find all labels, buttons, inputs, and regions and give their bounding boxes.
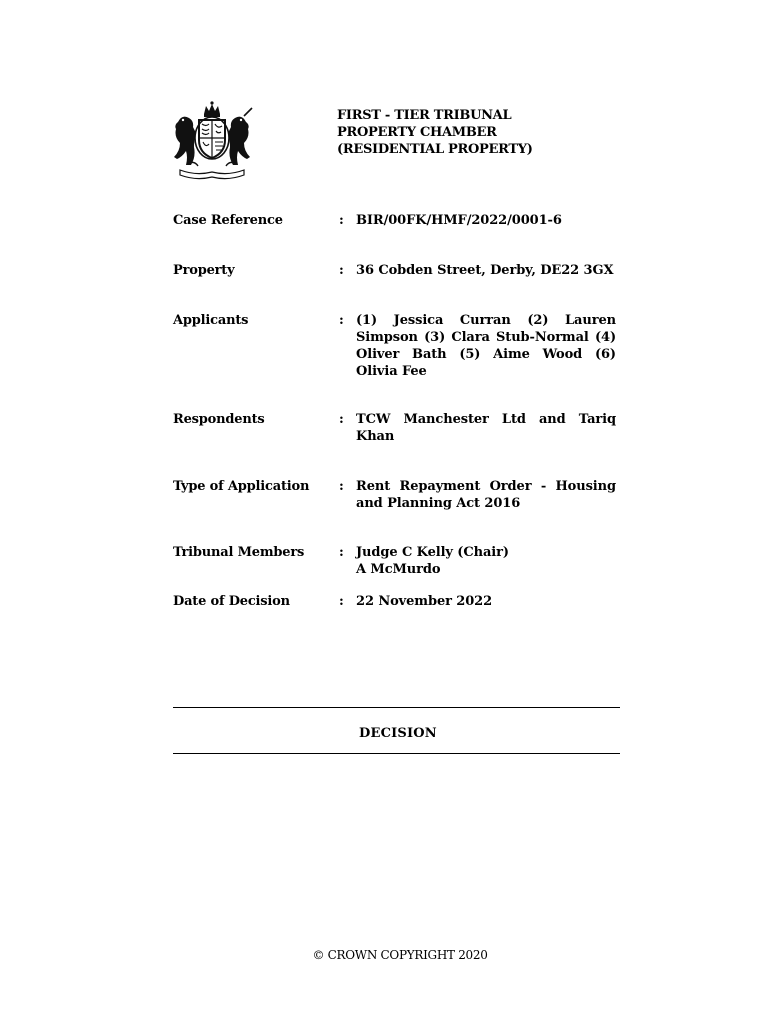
- respondents-label: Respondents: [173, 412, 265, 427]
- header-line-chamber: PROPERTY CHAMBER: [337, 125, 497, 140]
- motto-scroll: [180, 170, 244, 179]
- case-reference-label: Case Reference: [173, 213, 283, 228]
- tribunal-members-colon: :: [339, 545, 344, 560]
- applicants-value: (1) Jessica Curran (2) Lauren Simpson (3) Clara Stub-Normal (4) Oliver Bath (5) Aime Wood (6) Olivia Fee: [356, 313, 616, 379]
- date-of-decision-value: 22 November 2022: [356, 594, 493, 609]
- property-label: Property: [173, 263, 235, 278]
- type-of-application-value: Rent Repayment Order - Housing and Planning Act 2016: [356, 479, 616, 511]
- tribunal-members-value: [356, 544, 616, 578]
- applicants-colon: :: [339, 313, 344, 328]
- shield-icon: [195, 117, 229, 159]
- divider-bottom: [173, 753, 620, 754]
- royal-coat-of-arms-icon: [170, 100, 254, 180]
- tribunal-members-label: Tribunal Members: [173, 545, 305, 560]
- crown-copyright: © CROWN COPYRIGHT 2020: [312, 948, 488, 962]
- type-of-application-colon: :: [339, 479, 344, 494]
- header-line-residential: (RESIDENTIAL PROPERTY): [337, 142, 533, 157]
- decision-heading: DECISION: [359, 726, 437, 741]
- tribunal-header: [337, 107, 533, 158]
- lion-supporter-icon: [174, 117, 196, 165]
- tribunal-member-second: A McMurdo: [356, 562, 441, 577]
- case-reference-colon: :: [339, 213, 344, 228]
- respondents-colon: :: [339, 412, 344, 427]
- crown-icon: [204, 101, 220, 117]
- divider-top: [173, 707, 620, 708]
- tribunal-member-chair: Judge C Kelly (Chair): [356, 545, 509, 560]
- property-value: 36 Cobden Street, Derby, DE22 3GX: [356, 263, 614, 278]
- respondents-value: TCW Manchester Ltd and Tariq Khan: [356, 412, 616, 444]
- applicants-label: Applicants: [173, 313, 249, 328]
- case-reference-value: BIR/00FK/HMF/2022/0001-6: [356, 213, 562, 228]
- unicorn-supporter-icon: [228, 108, 252, 165]
- date-of-decision-label: Date of Decision: [173, 594, 290, 609]
- property-colon: :: [339, 263, 344, 278]
- date-of-decision-colon: :: [339, 594, 344, 609]
- header-line-tribunal: FIRST - TIER TRIBUNAL: [337, 108, 512, 123]
- type-of-application-label: Type of Application: [173, 479, 310, 494]
